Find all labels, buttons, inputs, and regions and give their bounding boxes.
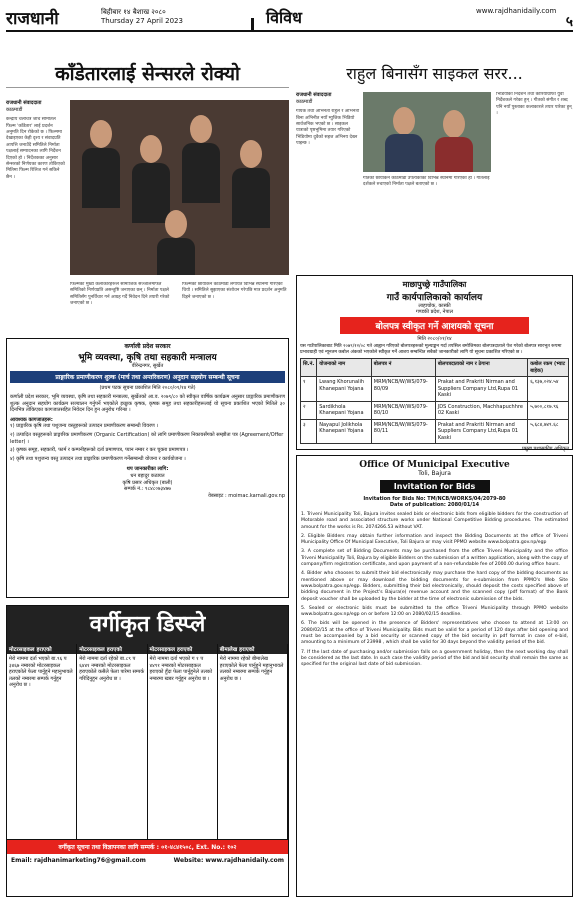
left-headline: काँडेतारलाई सेन्सरले रोक्यो (55, 63, 240, 85)
classified-ad-title: बीमालेख हराएको (218, 644, 287, 654)
table-cell: ६,१३७,०२४.५४ (528, 377, 569, 402)
paper-name: राजधानी (6, 9, 59, 29)
notice-banner: बोलपत्र स्वीकृत गर्ने आशयको सूचना (340, 317, 529, 334)
table-cell: MRM/NCB/W/WS/079-80/11 (371, 419, 435, 444)
bid-clause: 1. Triveni Municipality Toli, Bajura invites sealed bids or electronic bids from eligible bidders for the construction of Motorable road and associated structure works under National Competitive Bidding procedures. The estimated amount for the works is Rs. 2074266.53 without VAT. (301, 512, 568, 530)
table-cell: १ (301, 377, 317, 402)
table-cell: ३ (301, 419, 317, 444)
right-article-text (296, 92, 360, 272)
classified-ad-text: मेरो नाममा रहेको बीमालेख हराएकोले फेला पार्नुहुने महानुभावले तलको नम्बरमा सम्पर्क गर्नुहुन अनुरोध छ । (219, 656, 284, 682)
classified-ad-title: मोटरसाइकल हराएको (148, 644, 217, 654)
right-article-mid (363, 176, 491, 266)
municipality-notice (296, 275, 573, 450)
office-name: Office Of Municipal Executive (359, 460, 510, 470)
award-table (300, 358, 569, 444)
table-cell: JDS Construction, Machhapuchhre 02 Kaski (435, 401, 527, 419)
table-cell: Lwang Khorunalih Khanepani Yojana (317, 377, 372, 402)
table-row (301, 377, 569, 402)
column-text: गायक तथा अभिनेता राहुल र अभिनेत्री बिना अभिनीत नयाँ म्युजिक भिडियो सार्वजनिक भएको छ । साइकल यात्राको पृष्ठभूमिमा तयार गरिएको भिडियोमा दुवैको सहज अभिनय देख्न पाइन्छ । (296, 109, 360, 147)
documents-list (10, 423, 285, 462)
right-headline-box (296, 62, 573, 88)
column-text: फिल्मको छायांकन काठमाडौं लगायत विभिन्न स्थानमा गरिएको थियो । समितिले सुझाएका संशोधन गरेपछि मात्र प्रदर्शन अनुमति दिइने जनाएको छ । (182, 282, 287, 300)
table-row (301, 419, 569, 444)
table-cell: ५,६८४,७४९.६८ (528, 419, 569, 444)
classified-website: Website: www.rajdhanidaily.com (173, 857, 284, 864)
bid-clause: 3. A complete set of Bidding Documents may be purchased from the office Triveni Municipality and the office Triveni Municipality Toli, Bajura by eligible Bidders on the submission of a written application, along with the copy of company/firm registration certificate, and upon payment of a non-refundable fee of 2000.00 during office hours. (301, 549, 569, 568)
dateline: काठमाडौं (6, 106, 23, 113)
table-row (301, 401, 569, 419)
date-nepali: बिहीबार १४ बैशाख २०८० (101, 8, 166, 16)
left-article-text (6, 100, 66, 310)
website: वेबसाइट : moimac.karnali.gov.np (208, 492, 285, 499)
column-text: भिडियोको निर्देशन तथा कोरियोग्राफी युवा निर्देशकले गरेका हुन् । गीतको संगीत र शब्द पनि नयाँ पुस्ताका कलाकारले तयार पारेका हुन् । (496, 92, 572, 117)
contact-phone: सम्पर्क नं.: ९८४८०७३४७७ (124, 486, 171, 493)
document-item: ४) कृषि तथा पशुजन्य वस्तु उत्पादन तथा प्राङ्गारिक प्रमाणीकरण गर्नेसम्बन्धी योजना र कार्ययोजना । (10, 455, 186, 462)
notice-subtitle: (प्रथम पटक सूचना प्रकाशित मिति २०८०/०१/१४ गते) (99, 385, 196, 391)
bid-clause: 5. Sealed or electronic bids must be submitted to the office Triveni Municipality through PPMO website www.bolpatra.gov.np/egp on or before 12:00 on 2080/02/15 deadline. (301, 605, 568, 618)
table-header: कबोल रकम (भ्याट बाहेक) (528, 359, 569, 377)
table-cell: २ (301, 401, 317, 419)
table-cell: MRM/NCB/W/WS/079-80/10 (371, 401, 435, 419)
site-url: www.rajdhanidaily.com (476, 7, 557, 15)
table-header: बोलपत्र नं (371, 359, 435, 377)
table-cell: Prakat and Prakriti Nirman and Suppliers Company Ltd,Rupa 01 Kaski (435, 377, 527, 402)
contact-post: कृषि प्रसार अधिकृत (बाली) (122, 479, 173, 486)
classified-grid (7, 644, 288, 840)
bid-clauses (301, 512, 568, 669)
publication-date: Date of publication: 2080/01/14 (389, 502, 480, 508)
notice-intro: यस गाउँपालिकाबाट मिति २०७९/१२/०८ गते आह्वान गरिएको बोलपत्रहरूको मूल्याङ्कन गर्दा तपसिल बमोजिमका बोलपत्रदाताले पेश गरेको बोलपत्र सारभूत रूपमा प्रभावग्राही एवं न्यूनतम कबोल अंकको भएकोले स्वीकृत गर्ने आशय सम्बन्धित सबैको जानकारीको लागि यो सूचना प्रकाशित गरिएको छ । (300, 344, 562, 355)
table-header: सि.नं. (301, 359, 317, 377)
document-item: ३) कृषक समूह, सहकारी, फार्म र कम्पनीहरूको दर्ता प्रमाणपत्र, प्यान नम्बर र कर चुक्ता प्रमाणपत्र । (10, 447, 189, 454)
classified-ad (77, 644, 147, 839)
office-location: Toli, Bajura (418, 470, 451, 477)
right-article-side (496, 92, 573, 272)
office-province: गण्डकी प्रदेश, नेपाल (416, 309, 453, 315)
classified-ad-title: मोटरसाइकल हराएको (77, 644, 146, 654)
ministry-name: भूमि व्यवस्था, कृषि तथा सहकारी मन्त्रालय (78, 353, 217, 363)
classified-email: Email: rajdhanimarketing76@gmail.com (11, 857, 146, 864)
table-cell: MRM/NCB/W/WS/079-80/09 (371, 377, 435, 402)
classified-ad-text: मेरो नाममा दर्ता भएको ग १ प ४४९१ नम्बरको मोटरसाइकल हराएको हुँदा फेला पार्नुहुनेले तलको नम्बरमा खबर गर्नुहुन अनुरोध छ । (149, 656, 213, 682)
classified-section (6, 605, 289, 897)
page-number: ५ (565, 14, 573, 30)
masthead (6, 6, 573, 32)
table-cell: Nayapul Jolikhola Khanepani Yojana (317, 419, 372, 444)
column-text: गीतको छायांकन काठमाडौं उपत्यकाका विभिन्न स्थानमा गरिएको हो । गीतलाई दर्शकले रुचाएको निर्माता पक्षले बताएको छ । (363, 176, 490, 188)
contact-title: थप जानकारीका लागि: (126, 466, 169, 473)
film-poster-photo (70, 100, 289, 275)
documents-title: आवश्यक कागजातहरू: (10, 416, 53, 423)
karnali-notice (6, 338, 289, 598)
office-name: माछापुच्छ्रे गाउँपालिका (402, 280, 467, 289)
classified-ad-title: मोटरसाइकल हराएको (7, 644, 76, 654)
byline: राजधानी संवाददाता (6, 100, 42, 106)
section-name: विविध (266, 8, 302, 27)
table-cell: Sardikhola Khanepani Yojana (317, 401, 372, 419)
table-header: योजनाको नाम (317, 359, 372, 377)
classified-ad-text: मेरो नाममा दर्ता भएको बा.९६ प ३४६७ नम्बरको मोटरसाइकल हराएकोले फेला पार्नुहुने महानुभावले तलको नम्बरमा सम्पर्क गर्नुहुन अनुरोध छ । (9, 656, 73, 688)
dateline: काठमाडौं (296, 98, 313, 105)
issue-date (101, 8, 183, 26)
invitation-for-bids (296, 455, 573, 897)
right-headline: राहुल बिनासँग साइकल सरर... (346, 64, 523, 83)
table-cell: ५,७००,८१७.९६ (528, 401, 569, 419)
notice-body: कर्णाली प्रदेश सरकार, भूमि व्यवस्था, कृषि तथा सहकारी मन्त्रालय, सुर्खेतको आ.व. २०७९/८० को स्वीकृत वार्षिक कार्यक्रम अनुसार प्राङ्गारिक प्रमाणीकरण शुल्क अनुदान सहयोग कार्यक्रम सञ्चालन गर्नुपर्ने भएकोले इच्छुक कृषक, कृषक समूह तथा सहकारीहरूलाई यो सूचना प्रकाशित भएको मितिले ३० दिनभित्र तोकिएका कागजातसहित निवेदन दिन हुन अनुरोध गरिन्छ । (10, 394, 285, 414)
classified-ad (148, 644, 218, 839)
divider (251, 18, 254, 30)
government-name: कर्णाली प्रदेश सरकार (124, 343, 171, 350)
column-text: केन्द्रीय चलचित्र जाँच समितिले फिल्म 'काँडेतार' लाई प्रदर्शन अनुमति दिन रोकेको छ । फिल्ममा देखाइएका केही दृश्य र संवादप्रति आपत्ति जनाउँदै समितिले निर्माता पक्षलाई सम्पादनका लागि निर्देशन दिएको हो । निर्देशकका अनुसार सेन्सरको निर्णयका कारण तोकिएको मितिमा फिल्म रिलिज गर्न सकिने छैन । (6, 117, 65, 180)
notice-signatory: प्रमुख प्रशासकीय अधिकृत (522, 446, 569, 452)
table-cell: Prakat and Prakriti Nirman and Suppliers Company Ltd,Rupa 01 Kaski (435, 419, 527, 444)
notice-banner: Invitation for Bids (380, 480, 490, 493)
bid-clause: 7. If the last date of purchasing and/or submission falls on a government holiday, then the next working day shall be considered as the last date. In such case the validity period of the bid and bid security shall remain the same as specified for the original last date of bid submission. (301, 649, 568, 668)
classified-contact-bar: वर्गीकृत सूचना तथा विज्ञापनका लागि सम्पर्क : ०१-४८४१५०८, Ext. No.: १०२ (7, 840, 288, 854)
ministry-address: वीरेन्द्रनगर, सुर्खेत (131, 363, 164, 369)
notice-date: मिति २०८०/०१/१४ (417, 336, 452, 342)
bid-clause: 4. Bidder who chooses to submit their bid electronically may purchase the hard copy of the bidding documents as mentioned above or may download the bidding documents for e-submission from PPMO's Web Site www.bolpatra.gov.np/egp. Bidders, submitting their bid electronically, should deposit the costs specified above of bidding document in the Project's Bajura(e) revenue account and the scanned copy (pdf format) of the Bank deposit voucher shall be uploaded by the bidder at the time of electronic submission of the bids. (301, 571, 568, 602)
table-header: बोलपत्रदाताको नाम र ठेगाना (435, 359, 527, 377)
contact-name: धन बहादुर कठायत (130, 472, 165, 479)
byline: राजधानी संवाददाता (296, 92, 332, 98)
music-video-photo (363, 92, 491, 172)
left-article-lower (70, 282, 289, 334)
notice-banner: प्राङ्गारिक प्रमाणीकरण शुल्क (मार्च तथा अन्तरिकरण) अनुदान सहयोग सम्बन्धी सूचना (10, 371, 285, 383)
document-item: २) उत्पादित वस्तुहरूको प्राङ्गारिक प्रमाणीकरण (Organic Certification) को लागि प्रमाणीकरण निकायसँगको सम्झौता पत्र (Agreement/Offer letter) । (10, 431, 284, 445)
classified-banner: वर्गीकृत डिस्प्ले (7, 606, 288, 644)
bid-clause: 6. The bids will be opened in the presence of Bidders' representatives who choose to attend at 13:00 on 2080/02/15 at the office of Triveni Municipality. Bids must be valid for a period of 120 days after bid opening and must be accompanied by a bid security or scanned copy of the bid security in pdf format in case of e-bid, amounting to a minimum of 23998 , which shall be valid for 30 days beyond the validity period of the bid. (301, 621, 568, 646)
ifb-number: Invitation for Bids No: TM/NCB/WORKS/04/2079-80 (363, 496, 506, 502)
classified-ad (7, 644, 77, 839)
classified-ad (218, 644, 288, 839)
left-headline-box (6, 60, 289, 88)
bid-clause: 2. Eligible Bidders may obtain further information and inspect the Bidding Documents at the office of Triveni Municipality Office Of Municipal Executive, Toli Bajura or may visit PPMO website www.bolpatra.gov.np/egp (301, 533, 568, 546)
classified-ad-text: मेरो नाममा दर्ता रहेको बा.८९ प ६४४१ नम्बरको मोटरसाइकल हराएकोले कसैले फेला पारेमा सम्पर्क गरिदिनुहुन अनुरोध छ । (79, 656, 145, 682)
column-text: फिल्मका मुख्य कलाकारहरूले सामाजिक सञ्जालमार्फत समितिको निर्णयप्रति असन्तुष्टि जनाएका छन् । निर्माता पक्षले समितिसँग पुनर्विचार गर्न आग्रह गर्दै निवेदन दिने तयारी गरेको जनाएको छ । (70, 282, 170, 307)
date-english: Thursday 27 April 2023 (101, 17, 183, 25)
office-address: लाहाचोक, कास्की (418, 303, 451, 309)
office-title: गाउँ कार्यपालिकाको कार्यालय (386, 293, 483, 303)
document-item: १) प्राङ्गारिक कृषि तथा पशुजन्य वस्तुहरूको उत्पादन प्रमाणीकरण सम्बन्धी विवरण । (10, 423, 159, 430)
